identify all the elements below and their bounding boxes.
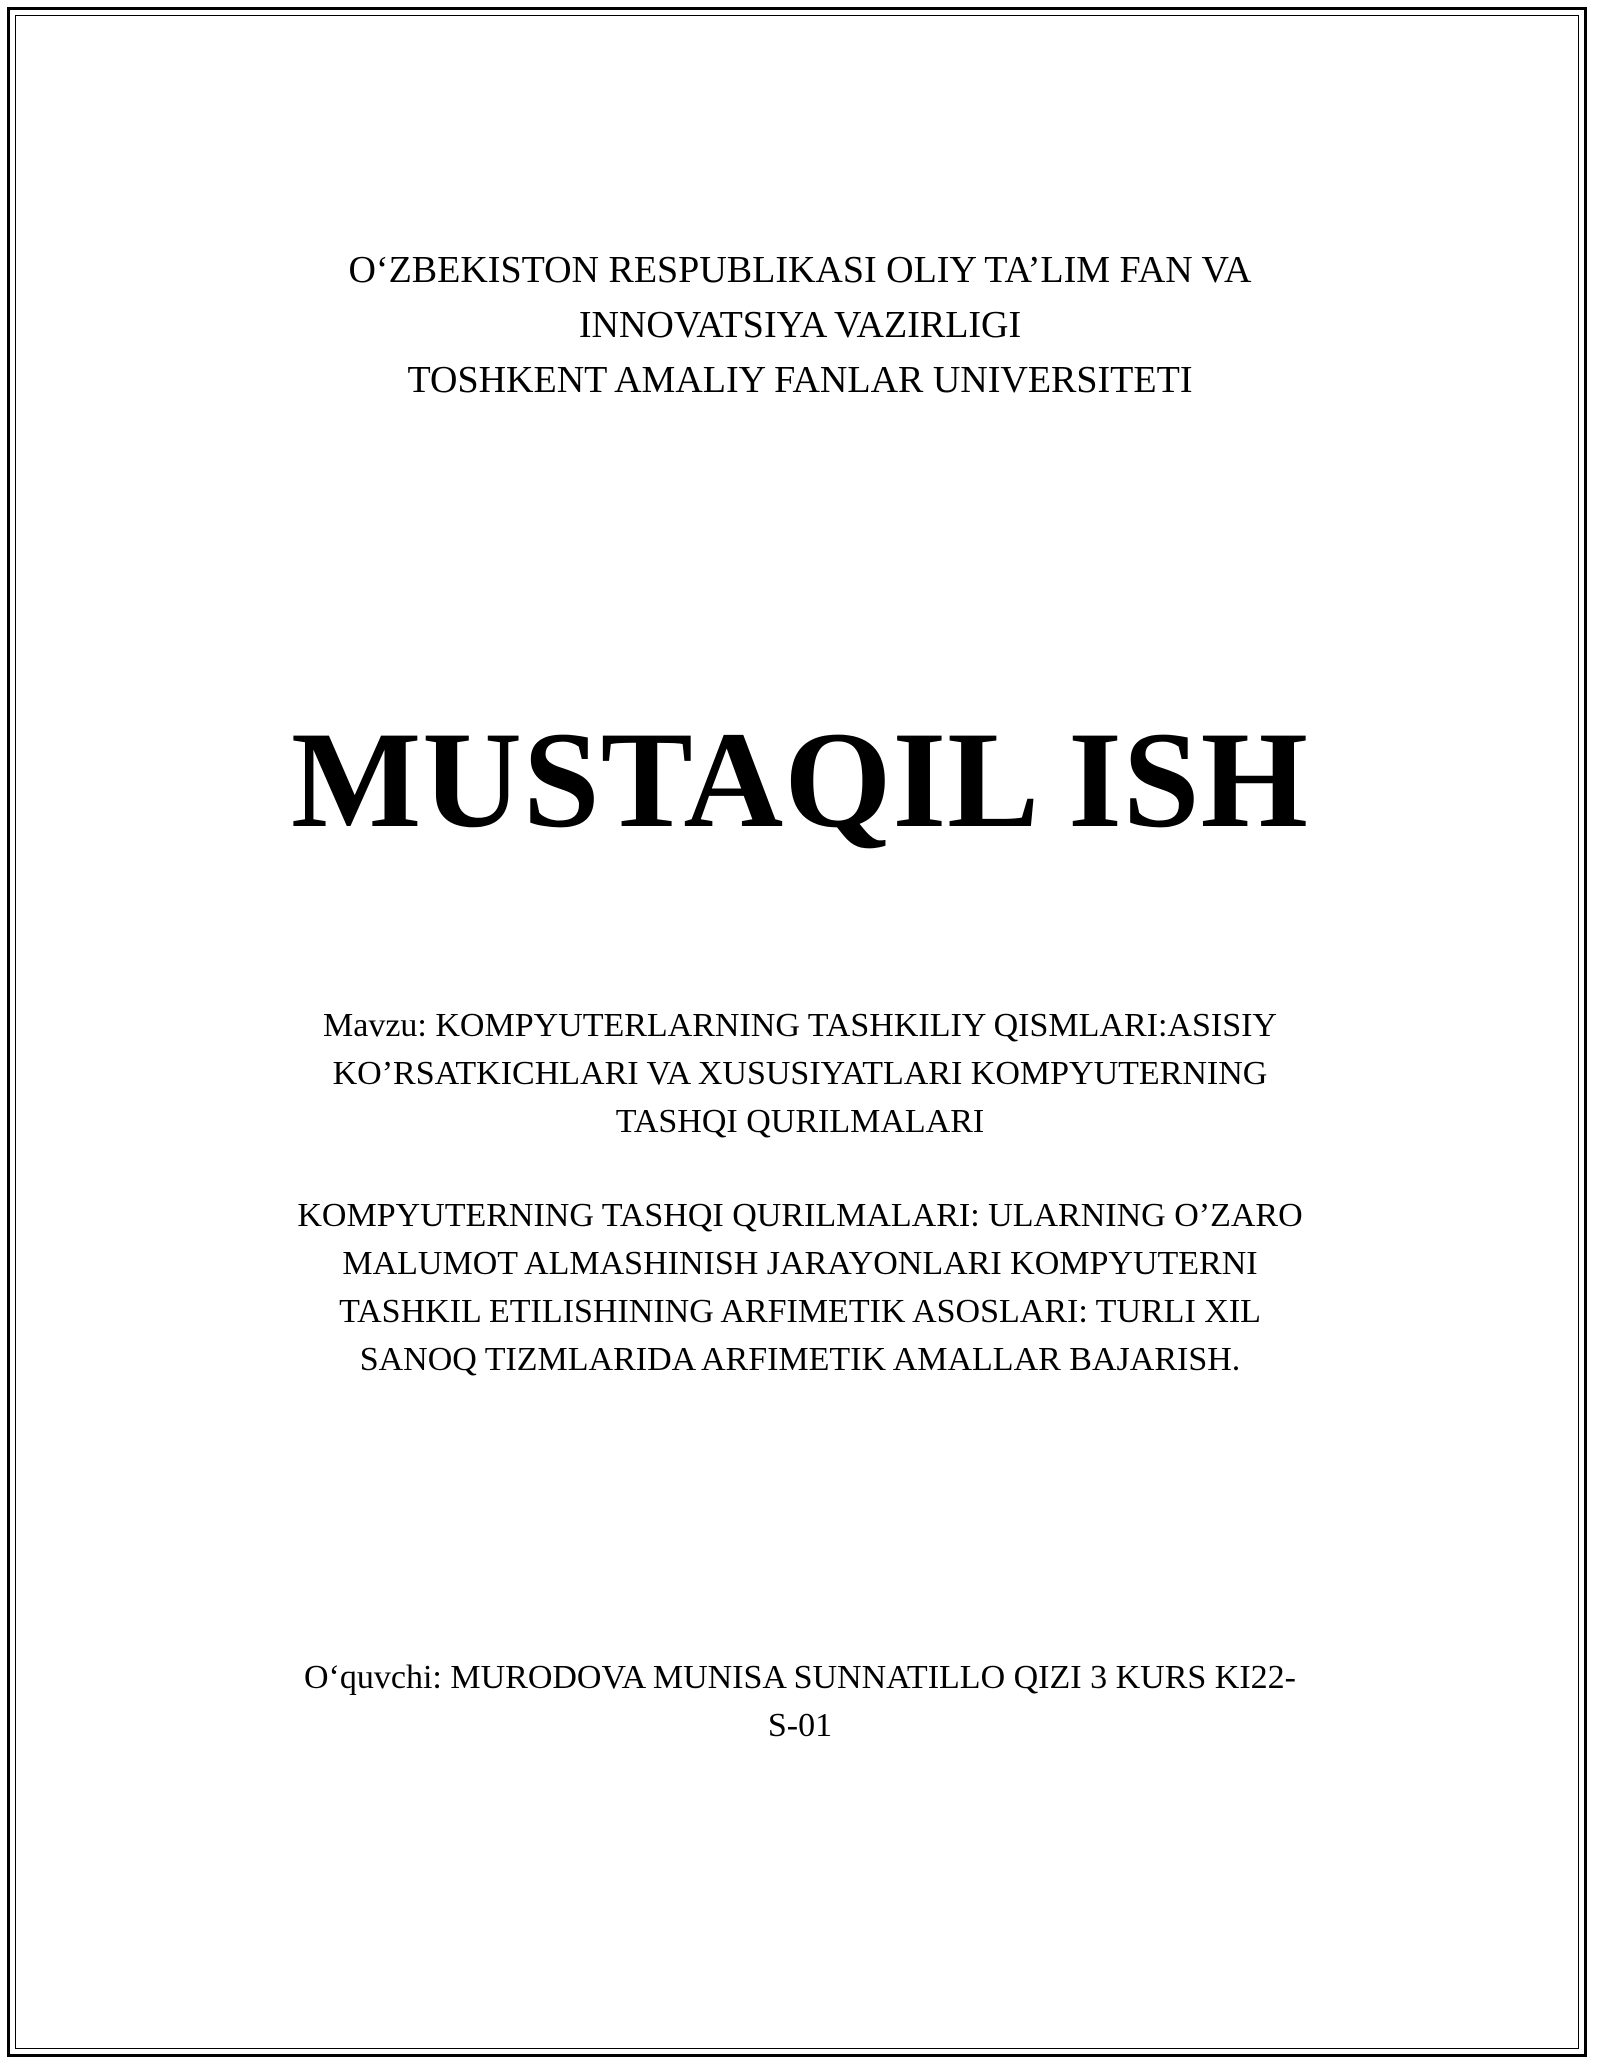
topic-line: TASHQI QURILMALARI: [615, 1103, 985, 1140]
student-line: S-01: [767, 1707, 833, 1744]
student-line: O‘quvchi: MURODOVA MUNISA SUNNATILLO QIZI 3 KURS KI22-: [304, 1659, 1296, 1696]
topic-continued-paragraph: [200, 1192, 1400, 1384]
header-line: O‘ZBEKISTON RESPUBLIKASI OLIY TA’LIM FAN VA: [348, 249, 1252, 291]
header-line: INNOVATSIYA VAZIRLIGI: [578, 304, 1022, 346]
topic-line: Mavzu: KOMPYUTERLARNING TASHKILIY QISMLARI:ASISIY: [323, 1007, 1277, 1044]
topic-continued-line: SANOQ TIZMLARIDA ARFIMETIK AMALLAR BAJARISH.: [359, 1341, 1241, 1378]
student-info: [200, 1654, 1400, 1750]
topic-paragraph: [200, 1002, 1400, 1146]
document-title: MUSTAQIL ISH: [291, 703, 1309, 856]
topic-line: KO’RSATKICHLARI VA XUSUSIYATLARI KOMPYUTERNING: [332, 1055, 1268, 1092]
topic-continued-line: MALUMOT ALMASHINISH JARAYONLARI KOMPYUTERNI: [342, 1245, 1258, 1282]
header-line: TOSHKENT AMALIY FANLAR UNIVERSITETI: [407, 359, 1193, 401]
topic-continued-line: TASHKIL ETILISHINING ARFIMETIK ASOSLARI: TURLI XIL: [339, 1293, 1261, 1330]
topic-continued-line: KOMPYUTERNING TASHQI QURILMALARI: ULARNING O’ZARO: [297, 1197, 1303, 1234]
institution-header: [200, 243, 1400, 408]
